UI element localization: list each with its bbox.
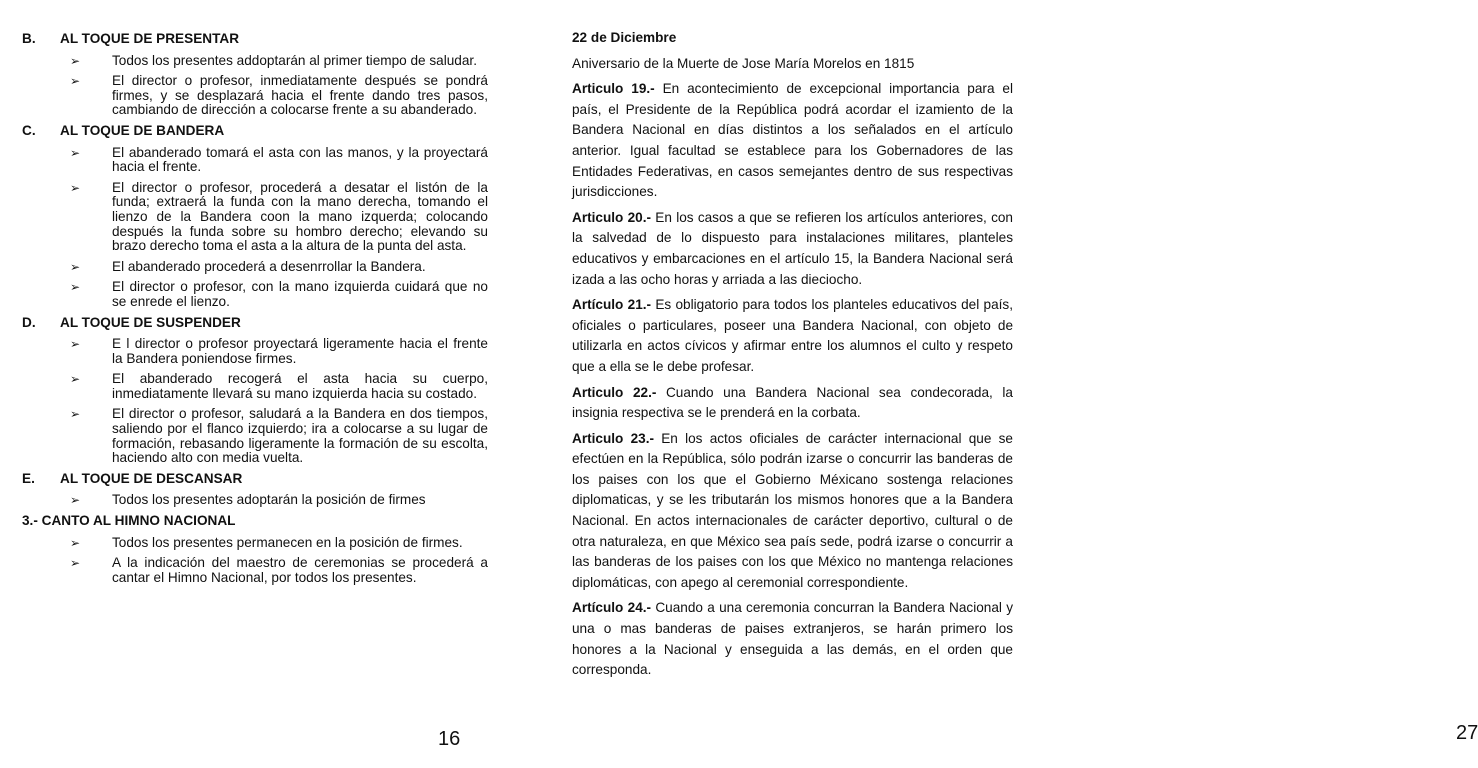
section-heading	[22, 32, 488, 47]
arrow-bullet-icon: ➢	[70, 556, 81, 571]
bullet-item	[70, 493, 488, 508]
article-text: Cuando una Bandera Nacional sea condecorada, la insignia respectiva se le prenderá en la corbata.	[572, 384, 1013, 421]
bullet-item	[70, 260, 488, 275]
article-paragraph	[572, 429, 1013, 594]
arrow-bullet-icon: ➢	[70, 337, 81, 352]
left-page-content	[22, 32, 488, 591]
section-letter: E.	[22, 470, 35, 486]
bullet-text: A la indicación del maestro de ceremonias se procederá a cantar el Himno Nacional, por todos los presentes.	[112, 555, 488, 585]
bullet-item	[70, 536, 488, 551]
section-title: AL TOQUE DE SUSPENDER	[60, 314, 241, 330]
section-title: AL TOQUE DE PRESENTAR	[60, 31, 240, 46]
article-text: Cuando a una ceremonia concurran la Bandera Nacional y una o mas banderas de paises extranjeros, se harán primero los honores a la Nacional y enseguida a las demás, en el orden que corresponda.	[572, 600, 1013, 678]
arrow-bullet-icon: ➢	[70, 53, 81, 68]
page-number-left: 16	[438, 728, 461, 750]
bullet-item	[70, 54, 488, 69]
bullet-text: Todos los presentes adoptarán la posición de firmes	[112, 492, 426, 508]
arrow-bullet-icon: ➢	[70, 372, 81, 387]
bullet-item	[70, 146, 488, 175]
section-letter: C.	[22, 122, 36, 138]
bullet-text: Todos los presentes addoptarán al primer tiempo de saludar.	[112, 52, 477, 68]
section-title: AL TOQUE DE DESCANSAR	[60, 470, 243, 486]
article-label: Articulo 19.-	[572, 81, 655, 97]
article-label: Articulo 20.-	[572, 209, 652, 225]
left-page	[0, 0, 512, 768]
article-label: Artículo 24.-	[572, 600, 652, 616]
section-heading	[22, 124, 488, 139]
right-page	[512, 0, 1478, 768]
anniversary-subtitle: Aniversario de la Muerte de Jose María Morelos en 1815	[572, 55, 915, 71]
section-title: AL TOQUE DE BANDERA	[60, 122, 225, 138]
page-number-right: 27	[1456, 722, 1478, 744]
section-heading	[22, 472, 488, 487]
bullet-text: El director o profesor, con la mano izquierda cuidará que no se enrede el lienzo.	[112, 279, 488, 309]
bullet-item	[70, 181, 488, 254]
bullet-item	[70, 337, 488, 366]
arrow-bullet-icon: ➢	[70, 535, 81, 550]
bullet-text: El director o profesor, inmediatamente después se pondrá firmes, y se desplazará hacia el frente dando tres pasos, cambiando de dirección a colocarse frente a su abanderado.	[112, 73, 488, 118]
article-paragraph	[572, 383, 1013, 424]
article-label: Articulo 22.-	[572, 384, 657, 400]
section-letter: D.	[22, 314, 36, 330]
article-label: Artículo 21.-	[572, 297, 652, 313]
bullet-text: E l director o profesor proyectará ligeramente hacia el frente la Bandera poniendose firmes.	[112, 336, 488, 366]
bullet-item	[70, 74, 488, 118]
arrow-bullet-icon: ➢	[70, 493, 81, 508]
bullet-item	[70, 556, 488, 585]
article-paragraph	[572, 208, 1013, 290]
article-label: Articulo 23.-	[572, 430, 655, 446]
article-text: Es obligatorio para todos los planteles educativos del país, oficiales o particulares, poseer una Bandera Nacional, con objeto de utilizarla en actos cívicos y afirmar entre los alumnos el culto y respeto que a ella se le debe profesar.	[572, 297, 1013, 374]
date-heading: 22 de Diciembre	[572, 30, 677, 45]
section-letter: B.	[22, 31, 36, 46]
section-heading	[22, 316, 488, 331]
arrow-bullet-icon: ➢	[70, 259, 81, 274]
section-heading	[22, 514, 488, 529]
arrow-bullet-icon: ➢	[70, 280, 81, 295]
article-paragraph	[572, 598, 1013, 680]
arrow-bullet-icon: ➢	[70, 74, 81, 89]
arrow-bullet-icon: ➢	[70, 180, 81, 195]
article-text: En los actos oficiales de carácter internacional que se efectúen en la República, sólo podrán izarse o concurrir las banderas de los paises con los que el Gobierno Méxicano sostenga relaciones diplomaticas, y se les tributarán los mismos honores que a la Bandera Nacional. En actos internacionales de carácter deportivo, cultural o de otra naturaleza, en que México sea país sede, podrá izarse o concurrir a las banderas de los paises con los que México no mantenga relaciones diplomáticas, con apego al ceremonial correspondiente.	[572, 430, 1013, 590]
bullet-text: Todos los presentes permanecen en la posición de firmes.	[112, 534, 463, 550]
article-paragraph	[572, 79, 1013, 203]
bullet-item	[70, 280, 488, 309]
bullet-item	[70, 372, 488, 401]
section-title: 3.- CANTO AL HIMNO NACIONAL	[22, 513, 236, 529]
bullet-text: El abanderado recogerá el asta hacia su cuerpo, inmediatamente llevará su mano izquierda hacia su costado.	[112, 371, 488, 401]
right-page-content	[572, 28, 1013, 686]
arrow-bullet-icon: ➢	[70, 407, 81, 422]
article-text: En acontecimiento de excepcional importancia para el país, el Presidente de la República podrá acordar el izamiento de la Bandera Nacional en días distintos a los señalados en el artículo anterior. Igual facultad se establece para los Gobernadores de las Entidades Federativas, en casos semejantes dentro de sus respectivas jurisdicciones.	[572, 81, 1013, 200]
bullet-text: El director o profesor, saludará a la Bandera en dos tiempos, saliendo por el flanco izquierdo; ira a colocarse a su lugar de formación, rebasando ligeramente la formación de su escolta, haciendo alto con media vuelta.	[112, 406, 488, 466]
article-text: En los casos a que se refieren los artículos anteriores, con la salvedad de lo dispuesto para instalaciones militares, planteles educativos y embarcaciones en el artículo 15, la Bandera Nacional será izada a las ocho horas y arriada a las dieciocho.	[572, 209, 1013, 287]
bullet-text: El abanderado tomará el asta con las manos, y la proyectará hacia el frente.	[112, 144, 488, 175]
arrow-bullet-icon: ➢	[70, 145, 81, 160]
bullet-text: El abanderado procederá a desenrrollar la Bandera.	[112, 258, 426, 274]
article-paragraph	[572, 295, 1013, 377]
bullet-text: El director o profesor, procederá a desatar el listón de la funda; extraerá la funda con la mano derecha, tomando el lienzo de la Bandera coon la mano izquerda; colocando después la funda sobre su hombro derecho; elevando su brazo derecho toma el asta a la altura de la punta del asta.	[112, 179, 488, 254]
bullet-item	[70, 407, 488, 465]
